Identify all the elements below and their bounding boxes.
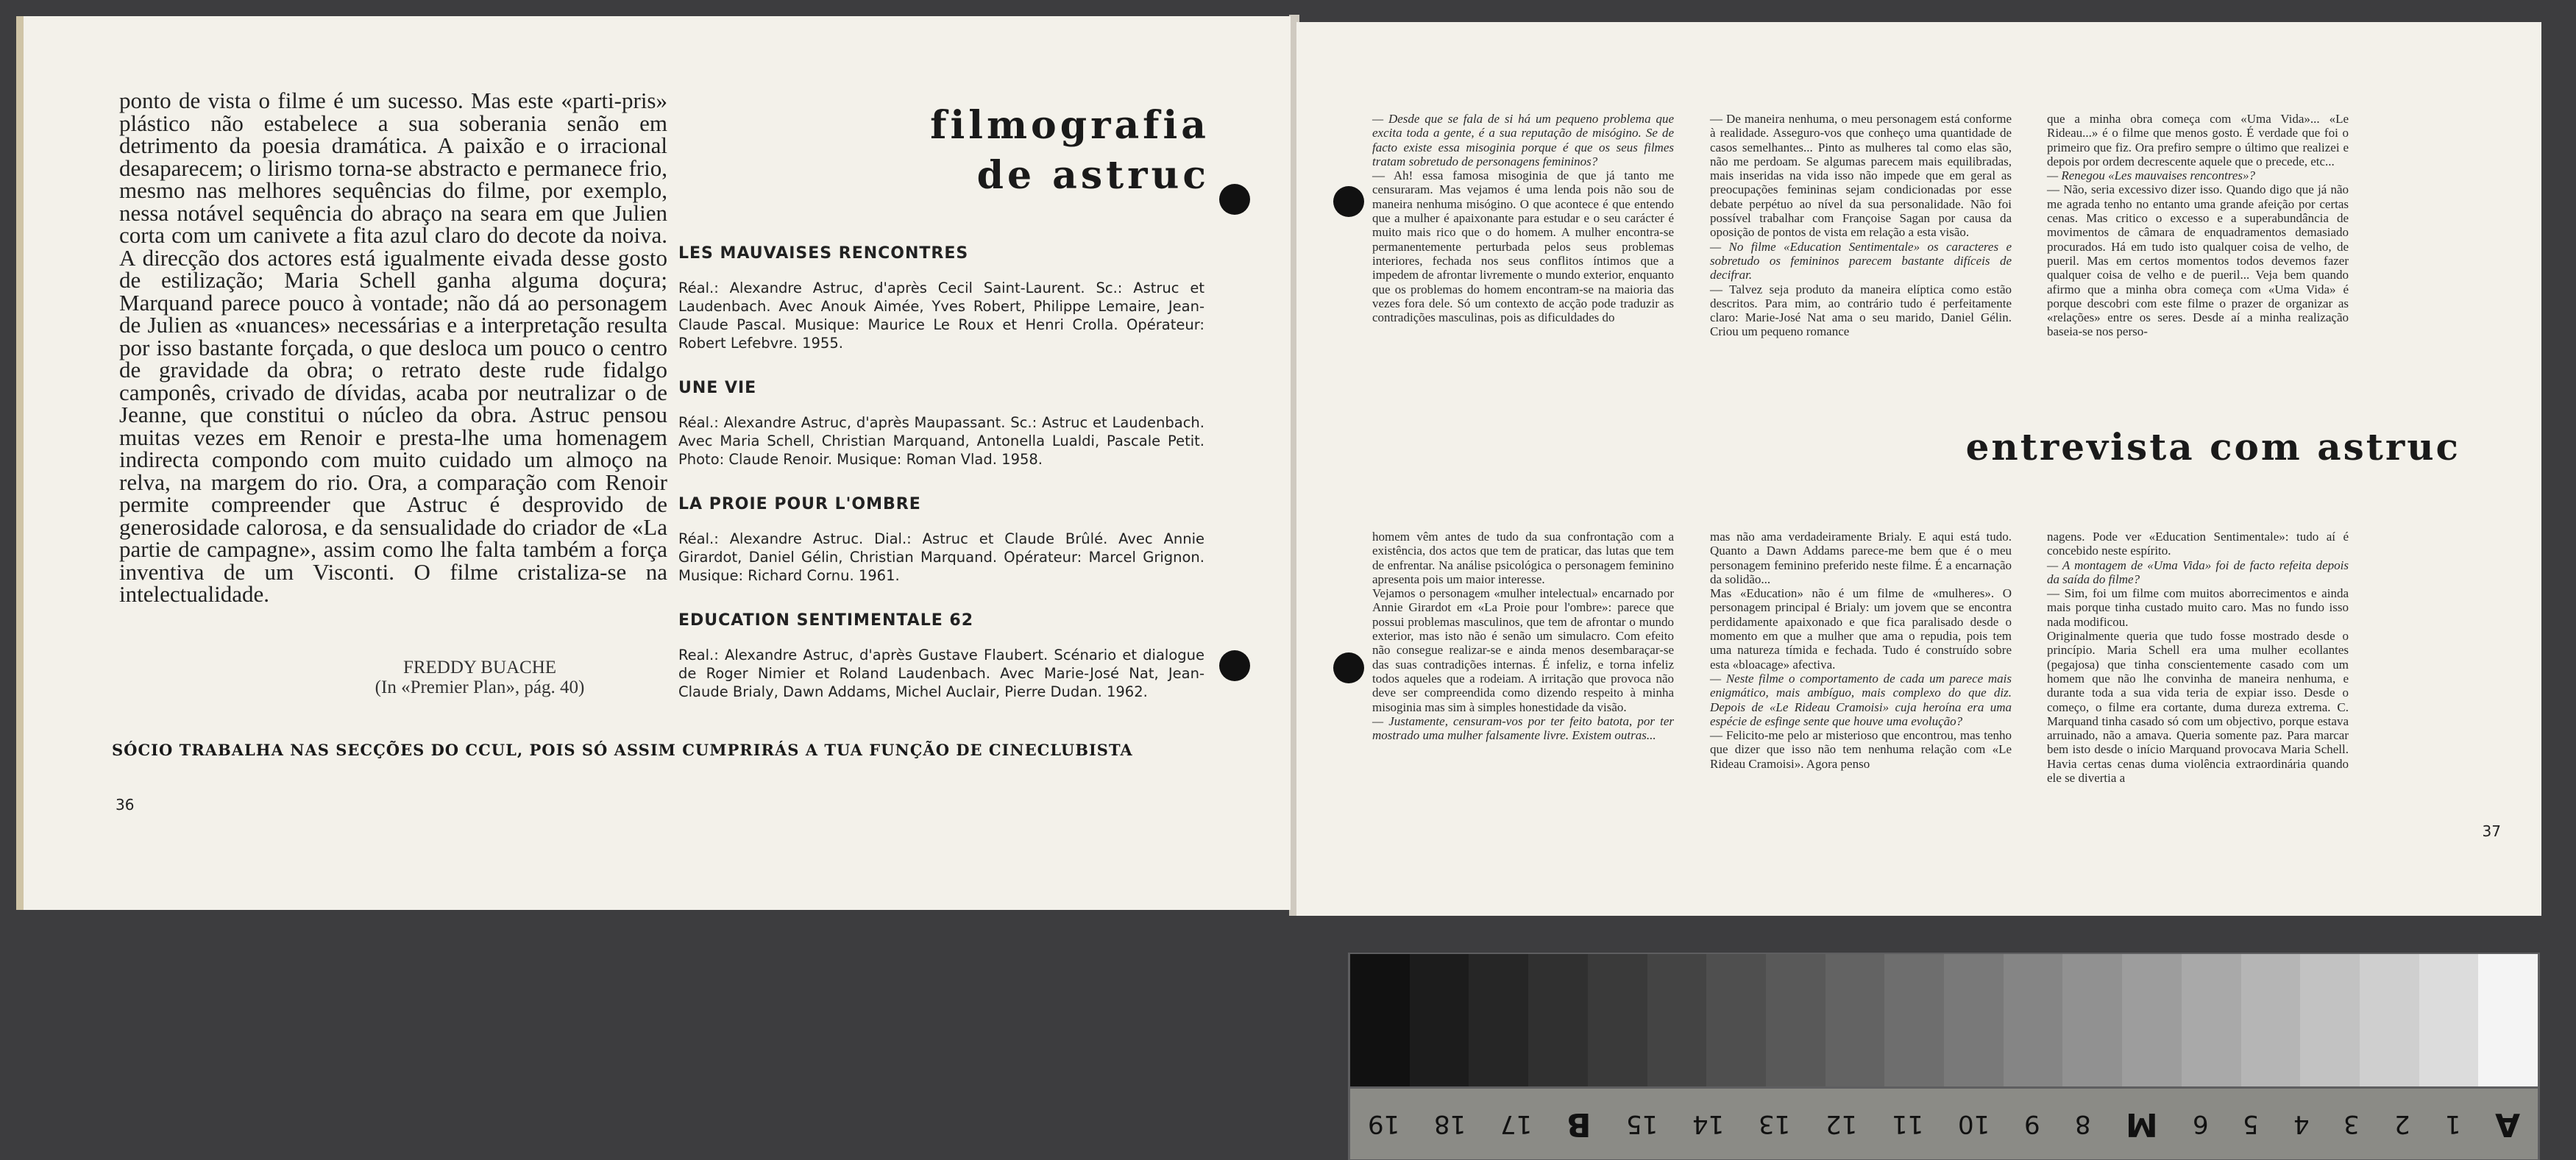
interview-paragraph: Vejamos o personagem «mulher intelectual» encarnado por Annie Girardot em «La Proie pour l'ombre»: parece que possui problemas masculinos, que tem de afrontar o mundo exterior, mas isto não é senão um simulacro. Com efeito não consegue realizar-se e ainda menos desembaraçar-se das suas contradições internas. É infeliz, e torna infeliz todos aqueles que a rodeiam. A irritação que provoca não deve ser compreendida como dizendo respeito à minha misoginia mas sim à simples honestidade da visão.	[1372, 586, 1674, 714]
film-title: LES MAUVAISES RENCONTRES	[678, 244, 969, 263]
interview-paragraph: — Sim, foi um filme com muitos aborrecimentos e ainda mais porque tinha custado muito caro. Mas no fundo isso nada modificou.	[2047, 586, 2349, 629]
gray-patch	[1410, 954, 1469, 1086]
gray-patch	[2062, 954, 2122, 1086]
filmography-title-line1: filmografia	[930, 103, 1210, 148]
page-number-left: 36	[116, 796, 135, 814]
film-credits: Réal.: Alexandre Astruc, d'après Cecil Saint-Laurent. Sc.: Astruc et Laudenbach. Avec Anouk Aimée, Yves Robert, Philippe Lemaire, Jean-Claude Pascal. Musique: Maurice Le Roux et Henri Crolla. Opérateur: Robert Lefebvre. 1955.	[678, 280, 1204, 352]
interview-paragraph: homem vêm antes de tudo da sua confrontação com a existência, dos actos que tem de praticar, das lutas que tem de enfrentar. Na análise psicológica o personagem feminino apresenta pois um maior interesse.	[1372, 530, 1674, 586]
interview-paragraph: — Desde que se fala de si há um pequeno problema que excita toda a gente, é a sua reputação de misógino. Se de facto existe essa misoginia porque é que os seus filmes tratam sobretudo de personagens femininos?	[1372, 112, 1674, 168]
interview-paragraph: mas não ama verdadeiramente Brialy. E aqui está tudo. Quanto a Dawn Addams parece-me bem que é o meu personagem feminino preferido neste filme. É a encarnação da solidão...	[1710, 530, 2012, 586]
scale-label: 3	[2343, 1109, 2360, 1139]
film-credits: Réal.: Alexandre Astruc. Dial.: Astruc et Claude Brûlé. Avec Annie Girardot, Daniel Gélin, Christian Marquand. Opérateur: Marcel Grignon. Musique: Richard Cornu. 1961.	[678, 530, 1204, 584]
gray-patches	[1350, 954, 2538, 1086]
interview-column-top-3	[2047, 112, 2349, 339]
film-entry	[678, 611, 1204, 701]
interview-column-top-1	[1372, 112, 1674, 324]
interview-paragraph: — Não, seria excessivo dizer isso. Quando digo que já não me agrada tenho no entanto uma grande afeição por certas cenas. Mas critico o excesso e a superabundância de movimentos de câmara de enquadramentos demasiado procurados. Há em tudo isto qualquer coisa de velho, de pueril. Mas em certos momentos todos devemos fazer qualquer coisa de velho e de pueril... Veja bem quando afirmo que a minha obra começa com «Uma Vida» é porque descobri com este filme o prazer de organizar as «relações» entre os seres. Desde aí a minha realização baseia-se nos perso-	[2047, 182, 2349, 339]
review-attribution	[369, 658, 590, 697]
interview-paragraph: Originalmente queria que tudo fosse mostrado desde o princípio. Maria Schell era uma mulher ecollantes (pegajosa) que tinha conscientemente casado com um homem que não lhe convinha de maneira nenhuma, e durante toda a sua vida teria de expiar isso. Desde o começo, o filme era cortante, duma dureza extrema. C. Marquand tinha casado só com um objectivo, porque estava arruinado, não a amava. Queria somente paz. Para marcar bem isto desde o início Marquand provocava Maria Schell. Havia certas cenas duma violência extraordinária quando ele se divertia a	[2047, 629, 2349, 786]
gray-patch	[1350, 954, 1410, 1086]
interview-paragraph: nagens. Pode ver «Education Sentimentale»: tudo aí é concebido neste espírito.	[2047, 530, 2349, 558]
scale-label: 11	[1891, 1109, 1924, 1139]
interview-column-bottom-2	[1710, 530, 2012, 771]
film-entry	[678, 244, 1204, 352]
review-author: FREDDY BUACHE	[402, 658, 557, 677]
scale-label: 10	[1958, 1109, 1990, 1139]
interview-paragraph: — Justamente, censuram-vos por ter feito batota, por ter mostrado uma mulher falsamente livre. Existem outras...	[1372, 714, 1674, 743]
review-text: ponto de vista o filme é um sucesso. Mas este «parti-pris» plástico não estabelece a sua soberania senão em detrimento da poesia dramática. A paixão e o irracional desaparecem; o lirismo torna-se abstracto e permanece frio, mesmo nas melhores sequências do filme, por exemplo, nessa notável sequência do abraço na seara em que Julien corta com um canivete a fita azul claro do decote da noiva. A direcção dos actores está igualmente eivada desse gosto de estilização; Maria Schell ganha alguma doçura; Marquand parece pouco à vontade; não dá ao personagem de Julien as «nuances» necessárias e a interpretação resulta por isso bastante forçada, o que desloca um pouco o centro de gravidade da obra; o retrato deste rude fidalgo camponês, crivado de dívidas, acaba por neutralizar o de Jeanne, que constitui o núcleo da obra. Astruc pensou muitas vezes em Renoir e presta-lhe uma homenagem indirecta compondo com muito cuidado um almoço na relva, na margem do rio. Ora, a comparação com Renoir permite compreender que Astruc é desprovido de generosidade calorosa, e da sensualidade do criador de «La partie de campagne», assim como lhe falta também a força inventiva de um Visconti. O filme cristaliza-se na intelectualidade.	[119, 88, 667, 607]
scale-number-strip	[1350, 1089, 2538, 1159]
gray-patch	[1944, 954, 2004, 1086]
gray-patch	[2182, 954, 2241, 1086]
interview-paragraph: — A montagem de «Uma Vida» foi de facto refeita depois da saída do filme?	[2047, 558, 2349, 586]
film-title: LA PROIE POUR L'OMBRE	[678, 495, 921, 513]
gray-patch	[1766, 954, 1825, 1086]
scale-label: 13	[1759, 1109, 1791, 1139]
filmography-title	[930, 101, 1210, 201]
gray-patch	[1528, 954, 1588, 1086]
gray-patch	[2122, 954, 2182, 1086]
interview-paragraph: que a minha obra começa com «Uma Vida»... «Le Rideau...» é o filme que menos gosto. É verdade que foi o primeiro que fiz. Ora prefiro sempre o último que realizei e depois por ordem decrescente aquele que o precede, etc...	[2047, 112, 2349, 168]
filmography-list	[678, 244, 1204, 727]
film-entry	[678, 495, 1204, 585]
interview-paragraph: — Felicito-me pelo ar misterioso que encontrou, mas tenho que dizer que isso não tem nenhuma relação com «Le Rideau Cramoisi». Agora penso	[1710, 728, 2012, 771]
scale-label: 1	[2444, 1109, 2461, 1139]
scale-label: 2	[2394, 1109, 2410, 1139]
gray-patch	[1884, 954, 1944, 1086]
gray-patch	[2419, 954, 2479, 1086]
interview-paragraph: — De maneira nenhuma, o meu personagem está conforme à realidade. Asseguro-vos que conheço uma quantidade de casos semelhantes... Pinto as mulheres tal como elas são, não me perdoam. Se algumas parecem mais equilibradas, mais inseridas na vida isso não impede que em geral as preocupações femininas sejam condicionadas por esse debate perpétuo ao nível da sua personalidade. Não foi possível trabalhar com Françoise Sagan por causa da oposição de pontos de vista em relação a esta visão.	[1710, 112, 2012, 240]
scale-label: 19	[1367, 1109, 1399, 1139]
interview-column-bottom-1	[1372, 530, 1674, 742]
scale-label: 18	[1433, 1109, 1466, 1139]
gray-patch	[1588, 954, 1647, 1086]
interview-paragraph: Mas «Education» não é um filme de «mulheres». O personagem principal é Brialy: um jovem que se encontra perdidamente apaixonado e que fica paralisado desde o momento em que a mulher que ama o repudia, pois tem uma natureza tímida e fechada. Tudo é construído sobre esta «bloacage» afectiva.	[1710, 586, 2012, 672]
scale-label: 15	[1625, 1109, 1658, 1139]
page-number-right: 37	[2482, 822, 2501, 840]
interview-paragraph: — Ah! essa famosa misoginia de que já tanto me censuraram. Mas vejamos é uma lenda pois não sou de maneira nenhuma misógino. O que acontece é que entendo que a mulher é apaixonante para estudar e o seu carácter é muito mais rico que o do homem. A mulher encontra-se permanentemente perturbada pelos seus problemas interiores, fechada nos seus conflitos íntimos que a impedem de afrontar livremente o mundo exterior, enquanto que os problemas do homem encontram-se na maioria das vezes fora dele. Só um contexto de acção pode traduzir as contradições masculinas, pois as dificuldades do	[1372, 168, 1675, 325]
scale-label: M	[2125, 1105, 2158, 1143]
club-slogan: SÓCIO TRABALHA NAS SECÇÕES DO CCUL, POIS SÓ ASSIM CUMPRIRÁS A TUA FUNÇÃO DE CINECLUBISTA	[112, 741, 1133, 759]
gray-patch	[1647, 954, 1707, 1086]
gray-patch	[2478, 954, 2538, 1086]
left-page	[24, 16, 1291, 910]
interview-paragraph: — Renegou «Les mauvaises rencontres»?	[2047, 168, 2255, 183]
gray-patch	[2241, 954, 2301, 1086]
interview-title: entrevista com astruc	[1965, 425, 2460, 469]
scale-label: 8	[2075, 1109, 2091, 1139]
interview-paragraph: — Neste filme o comportamento de cada um parece mais enigmático, mais ambíguo, mais complexo do que diz. Depois de «Le Rideau Cramoisi» cuja heroína era uma espécie de esfinge sente que houve uma evolução?	[1710, 671, 2012, 728]
gray-patch	[1825, 954, 1885, 1086]
scale-label: A	[2495, 1105, 2521, 1143]
binder-hole	[1219, 650, 1250, 681]
film-credits: Real.: Alexandre Astruc, d'après Gustave Flaubert. Scénario et dialogue de Roger Nimier et Roland Laudenbach. Avec Marie-José Nat, Jean-Claude Brialy, Dawn Addams, Michel Auclair, Pierre Dudan. 1962.	[678, 647, 1204, 700]
scale-label: B	[1566, 1105, 1592, 1143]
interview-paragraph: — Talvez seja produto da maneira elíptica como estão descritos. Para mim, ao contrário tudo é perfeitamente claro: Marie-José Nat ama o seu marido, Daniel Gélin. Criou um pequeno romance	[1710, 282, 2012, 339]
scale-label: 12	[1825, 1109, 1857, 1139]
right-page	[1296, 22, 2541, 916]
film-entry	[678, 379, 1204, 469]
scale-label: 14	[1692, 1109, 1725, 1139]
binder-hole	[1333, 186, 1364, 217]
gray-patch	[2004, 954, 2063, 1086]
scale-label: 9	[2024, 1109, 2041, 1139]
film-title: EDUCATION SENTIMENTALE 62	[678, 611, 974, 630]
gray-patch	[1706, 954, 1766, 1086]
gray-patch	[1469, 954, 1528, 1086]
filmography-title-line2: de astruc	[976, 153, 1210, 198]
scale-label: 5	[2243, 1109, 2259, 1139]
binder-hole	[1333, 652, 1364, 683]
gray-scale-card	[1348, 953, 2540, 1160]
interview-paragraph: — No filme «Education Sentimentale» os caracteres e sobretudo os femininos parecem bastante difíceis de decifrar.	[1710, 239, 2012, 282]
gray-patch	[2300, 954, 2360, 1086]
interview-column-bottom-3	[2047, 530, 2349, 785]
binder-hole	[1219, 184, 1250, 215]
gray-patch	[2360, 954, 2419, 1086]
scale-label: 17	[1500, 1109, 1533, 1139]
film-credits: Réal.: Alexandre Astruc, d'après Maupassant. Sc.: Astruc et Laudenbach. Avec Maria Schell, Christian Marquand, Antonella Lualdi, Pascale Petit. Photo: Claude Renoir. Musique: Roman Vlad. 1958.	[678, 414, 1204, 468]
film-title: UNE VIE	[678, 379, 757, 397]
review-source: (In «Premier Plan», pág. 40)	[375, 677, 585, 697]
scale-label: 6	[2192, 1109, 2209, 1139]
interview-column-top-2	[1710, 112, 2012, 339]
scale-label: 4	[2293, 1109, 2310, 1139]
